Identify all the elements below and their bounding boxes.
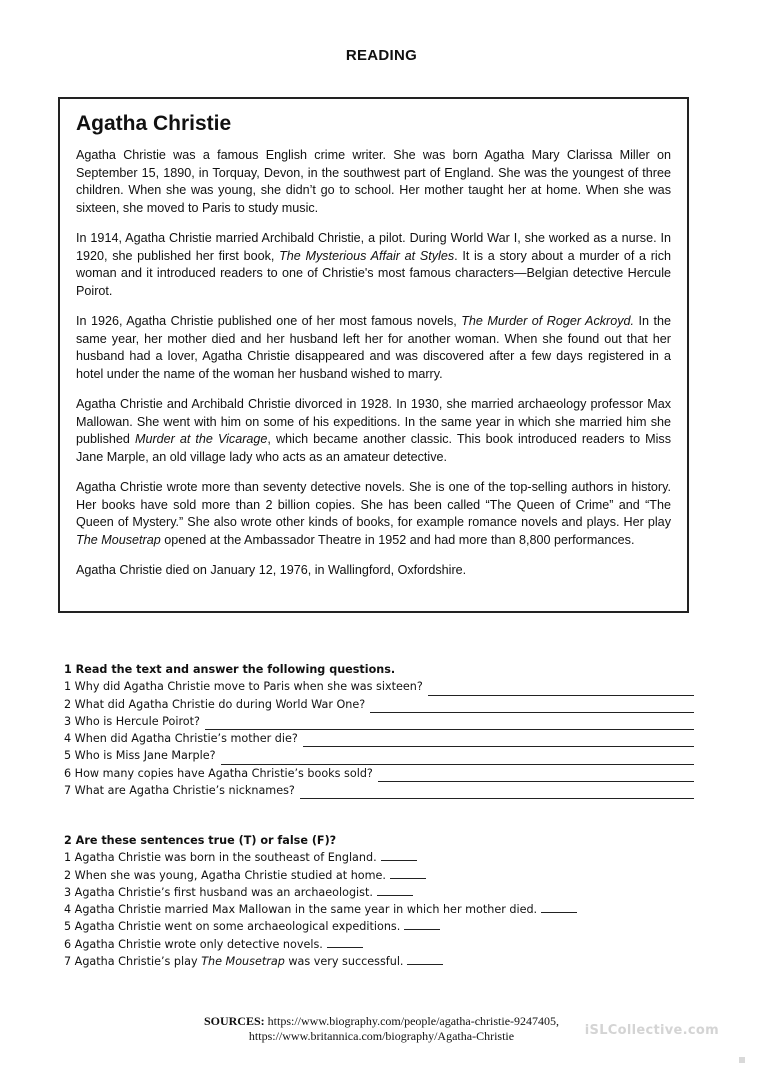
question-text: 5 Who is Miss Jane Marple? (64, 749, 216, 763)
question-text: 6 How many copies have Agatha Christie’s books sold? (64, 766, 373, 780)
question-row (64, 678, 694, 695)
answer-line[interactable] (370, 700, 694, 713)
title-italic: The Murder of Roger Ackroyd. (461, 314, 635, 328)
text-run: In 1914, Agatha Christie married Archibald Christie, a pilot. During World War I, she worked as a nurse. In 1920, she published her first book, (76, 231, 671, 263)
page-title: READING (345, 47, 418, 64)
statement-row (64, 918, 694, 935)
true-false-blank[interactable] (381, 850, 417, 861)
answer-line[interactable] (221, 752, 694, 765)
reading-paragraph (76, 313, 671, 383)
exercise-2 (64, 832, 694, 970)
question-row (64, 713, 694, 730)
title-italic: Murder at the Vicarage (134, 432, 268, 446)
reading-paragraph (76, 479, 671, 549)
question-row (64, 747, 694, 764)
text-run: Agatha Christie wrote more than seventy detective novels. She is one of the top-selling authors in history. Her books have sold more than 2 billion copies. She has been called “The Queen of Crime” and “The Queen of Mystery.” She also wrote other kinds of books, for example romance novels and plays. Her play (76, 480, 671, 529)
statement-row (64, 901, 694, 918)
answer-line[interactable] (428, 683, 694, 696)
answer-line[interactable] (205, 717, 694, 730)
true-false-blank[interactable] (407, 954, 443, 965)
text-run: In the same year, her mother died and her husband left her for another woman. When she found out that her husband had a lover, Agatha Christie disappeared and was discovered after a few days registered in a hotel under the name of the woman her husband wished to marry. (76, 314, 671, 381)
true-false-blank[interactable] (541, 902, 577, 913)
reading-title: Agatha Christie (76, 112, 232, 135)
text-run: 4 Agatha Christie married Max Mallowan in the same year in which her mother died. (64, 903, 538, 917)
text-run: . It is a story about a murder of a rich woman and it introduced readers to one of Christie's most famous characters—Belgian detective Hercule Poirot. (76, 248, 672, 298)
question-text: 2 What did Agatha Christie do during World War One? (64, 697, 366, 711)
question-row (64, 765, 694, 782)
sources-label: SOURCES: (203, 1014, 265, 1028)
text-run: was very successful. (284, 955, 404, 969)
exercise-1-questions (64, 678, 694, 799)
question-text: 3 Who is Hercule Poirot? (64, 714, 200, 728)
title-italic: The Mysterious Affair at Styles (279, 248, 455, 263)
reading-paragraph (76, 147, 671, 217)
reading-paragraph (76, 396, 671, 466)
title-italic: The Mousetrap (76, 532, 161, 547)
text-run: Agatha Christie died on January 12, 1976, in Wallingford, Oxfordshire. (76, 563, 467, 577)
text-run: In 1926, Agatha Christie published one of her most famous novels, (76, 314, 462, 328)
text-run: Agatha Christie was a famous English crime writer. She was born Agatha Mary Clarissa Miller on September 15, 1890, in Torquay, Devon, in the southwest part of England. She was the youngest of three children. When she was young, she didn’t go to school. Her mother taught her at home. When she was sixteen, she moved to Paris to study music. (76, 148, 671, 215)
question-text: 4 When did Agatha Christie’s mother die? (64, 732, 298, 746)
reading-text-box (58, 97, 689, 613)
text-run: 2 When she was young, Agatha Christie studied at home. (64, 868, 386, 882)
text-run: opened at the Ambassador Theatre in 1952 and had more than 8,800 performances. (160, 532, 635, 547)
question-row (64, 696, 694, 713)
statement-row (64, 884, 694, 901)
answer-line[interactable] (378, 769, 694, 782)
true-false-blank[interactable] (327, 937, 363, 948)
source-link-2[interactable]: https://www.britannica.com/biography/Agatha-Christie (248, 1029, 515, 1043)
statement-row (64, 936, 694, 953)
reading-paragraphs (76, 147, 671, 580)
statement-row (64, 953, 694, 970)
exercise-1 (64, 661, 694, 799)
true-false-blank[interactable] (404, 919, 440, 930)
question-text: 1 Why did Agatha Christie move to Paris when she was sixteen? (64, 680, 423, 694)
title-italic: The Mousetrap (201, 955, 285, 969)
question-text: 7 What are Agatha Christie’s nicknames? (64, 784, 295, 798)
true-false-blank[interactable] (377, 885, 413, 896)
source-link-1[interactable]: https://www.biography.com/people/agatha-christie-9247405, (267, 1014, 560, 1028)
text-run: 1 Agatha Christie was born in the southeast of England. (64, 851, 377, 865)
question-row (64, 730, 694, 747)
answer-line[interactable] (300, 786, 694, 799)
reading-paragraph (76, 230, 671, 300)
statement-row (64, 867, 694, 884)
text-run: 3 Agatha Christie’s first husband was an archaeologist. (64, 885, 373, 899)
answer-line[interactable] (303, 734, 694, 747)
exercise-1-title: 1 Read the text and answer the following questions. (64, 663, 396, 676)
text-run: 5 Agatha Christie went on some archaeological expeditions. (64, 920, 401, 934)
text-run: , which became another classic. This book introduced readers to Miss Jane Marple, an old village lady who acts as an amateur detective. (76, 432, 671, 464)
corner-mark (739, 1057, 745, 1063)
true-false-blank[interactable] (390, 868, 426, 879)
exercise-2-title: 2 Are these sentences true (T) or false (F)? (64, 834, 337, 847)
statement-row (64, 849, 694, 866)
exercise-2-statements (64, 849, 694, 970)
text-run: Agatha Christie and Archibald Christie divorced in 1928. In 1930, she married archaeology professor Max Mallowan. She went with him on some of his expeditions. In the same year in which she married him she published (76, 397, 671, 446)
text-run: 7 Agatha Christie’s play (64, 955, 202, 969)
reading-paragraph (76, 562, 671, 580)
watermark-logo: iSLCollective.com (584, 1023, 719, 1038)
question-row (64, 782, 694, 799)
text-run: 6 Agatha Christie wrote only detective novels. (64, 937, 323, 951)
